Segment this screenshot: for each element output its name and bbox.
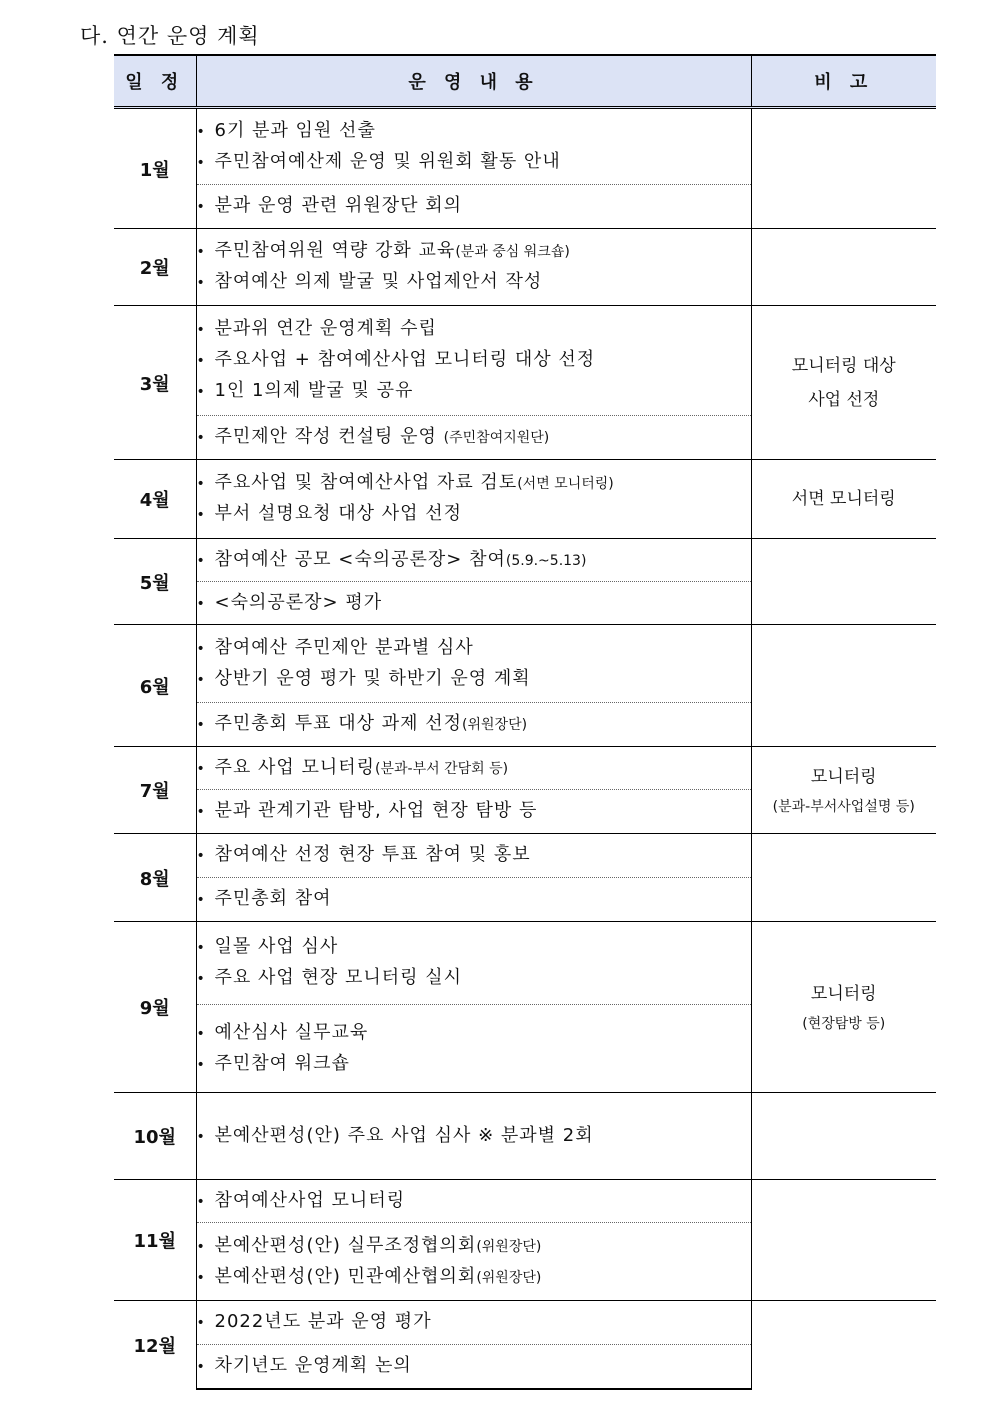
bullet-icon: • bbox=[196, 892, 206, 908]
remarks-line2: (현장탐방 등) bbox=[802, 1016, 886, 1032]
bullet-icon: • bbox=[196, 507, 206, 523]
item-text: 주민참여예산제 운영 및 위원회 활동 안내 bbox=[214, 150, 561, 172]
bullet-icon: • bbox=[196, 275, 206, 291]
list-item bbox=[197, 376, 751, 407]
bullet-icon: • bbox=[196, 322, 206, 338]
bullet-icon: • bbox=[196, 123, 206, 140]
remarks-cell bbox=[751, 1180, 936, 1301]
list-item bbox=[197, 884, 751, 915]
bullet-icon: • bbox=[196, 1193, 206, 1210]
list-item bbox=[197, 932, 751, 963]
list-item bbox=[197, 1307, 751, 1338]
bullet-icon: • bbox=[196, 244, 206, 260]
table-row bbox=[114, 834, 936, 878]
list-item bbox=[197, 1351, 751, 1382]
table-row bbox=[114, 1301, 936, 1345]
table-header-row bbox=[114, 55, 936, 108]
month-cell: 12월 bbox=[114, 1301, 196, 1389]
content-cell bbox=[196, 1180, 751, 1223]
item-text: 주민참여위원 역량 강화 교육 bbox=[214, 240, 456, 261]
item-note: (서면 모니터링) bbox=[517, 476, 614, 492]
item-text: <숙의공론장> 평가 bbox=[214, 591, 383, 613]
remarks-cell bbox=[751, 747, 936, 834]
content-cell bbox=[196, 703, 751, 747]
list-item bbox=[197, 1186, 751, 1217]
remarks-cell bbox=[751, 229, 936, 306]
item-text: 상반기 운영 평가 및 하반기 운영 계획 bbox=[214, 667, 531, 689]
content-cell bbox=[196, 1301, 751, 1345]
content-cell bbox=[196, 229, 751, 306]
bullet-icon: • bbox=[196, 1269, 206, 1286]
section-title: 다. 연간 운영 계획 bbox=[80, 24, 260, 48]
list-item bbox=[197, 963, 751, 994]
remarks-cell bbox=[751, 922, 936, 1093]
table-row bbox=[114, 1093, 936, 1180]
item-text: 주요사업 + 참여예산사업 모니터링 대상 선정 bbox=[214, 349, 596, 370]
remarks-cell bbox=[751, 306, 936, 460]
item-note: (위원장단) bbox=[476, 1269, 542, 1286]
item-text: 주요 사업 모니터링 bbox=[214, 756, 376, 778]
table-row bbox=[114, 922, 936, 1005]
bullet-icon: • bbox=[196, 1025, 206, 1042]
list-item bbox=[197, 468, 751, 499]
list-item bbox=[197, 1121, 751, 1152]
bullet-icon: • bbox=[196, 1238, 206, 1255]
remarks-cell bbox=[751, 834, 936, 922]
list-item bbox=[197, 1262, 751, 1293]
bullet-icon: • bbox=[196, 760, 206, 777]
content-cell bbox=[196, 460, 751, 539]
item-text: 2022년도 분과 운영 평가 bbox=[214, 1311, 432, 1332]
item-text: 분과위 연간 운영계획 수립 bbox=[214, 318, 437, 339]
item-text: 참여예산 공모 <숙의공론장> 참여 bbox=[214, 548, 506, 570]
item-text: 주민총회 참여 bbox=[214, 888, 332, 909]
list-item bbox=[197, 664, 751, 695]
item-note: (분과-부서 간담회 등) bbox=[375, 760, 509, 777]
item-text: 부서 설명요청 대상 사업 선정 bbox=[214, 503, 463, 524]
month-cell: 2월 bbox=[114, 229, 196, 306]
list-item bbox=[197, 1018, 751, 1049]
bullet-icon: • bbox=[196, 804, 206, 820]
table-row bbox=[114, 1180, 936, 1223]
item-text: 참여예산 선정 현장 투표 참여 및 홍보 bbox=[214, 844, 531, 865]
bullet-icon: • bbox=[196, 430, 206, 446]
bullet-icon: • bbox=[196, 940, 206, 956]
item-text: 주요 사업 현장 모니터링 실시 bbox=[214, 967, 463, 988]
bullet-icon: • bbox=[196, 717, 206, 733]
table-row bbox=[114, 625, 936, 703]
content-cell bbox=[196, 878, 751, 922]
list-item bbox=[197, 753, 751, 784]
list-item bbox=[197, 191, 751, 222]
month-cell: 5월 bbox=[114, 539, 196, 625]
month-cell: 11월 bbox=[114, 1180, 196, 1301]
item-text: 예산심사 실무교육 bbox=[214, 1021, 369, 1043]
list-item bbox=[197, 545, 751, 576]
remarks-line1: 모니터링 대상 bbox=[791, 355, 896, 376]
list-item bbox=[197, 116, 751, 147]
content-cell bbox=[196, 625, 751, 703]
item-text: 주민참여 워크숍 bbox=[214, 1052, 350, 1074]
list-item bbox=[197, 633, 751, 664]
content-cell bbox=[196, 790, 751, 834]
list-item bbox=[197, 840, 751, 871]
item-note: (주민참여지원단) bbox=[443, 430, 550, 446]
content-cell bbox=[196, 306, 751, 416]
item-text: 본예산편성(안) 실무조정협의회 bbox=[214, 1234, 477, 1256]
content-cell bbox=[196, 1223, 751, 1301]
remarks-cell bbox=[751, 539, 936, 625]
bullet-icon: • bbox=[196, 384, 206, 400]
month-cell: 8월 bbox=[114, 834, 196, 922]
content-cell bbox=[196, 1345, 751, 1389]
table-row bbox=[114, 747, 936, 790]
bullet-icon: • bbox=[196, 1315, 206, 1331]
item-text: 주민총회 투표 대상 과제 선정 bbox=[214, 713, 463, 734]
bullet-icon: • bbox=[196, 640, 206, 657]
table-row bbox=[114, 460, 936, 539]
remarks-cell bbox=[751, 1301, 936, 1389]
remarks-cell bbox=[751, 625, 936, 747]
remarks-cell bbox=[751, 1093, 936, 1180]
remarks-line2: (분과-부서사업설명 등) bbox=[772, 799, 915, 815]
content-cell bbox=[196, 539, 751, 582]
item-note: (위원장단) bbox=[462, 717, 528, 733]
content-cell bbox=[196, 185, 751, 229]
month-cell: 7월 bbox=[114, 747, 196, 834]
list-item bbox=[197, 709, 751, 740]
item-text: 참여예산 주민제안 분과별 심사 bbox=[214, 636, 474, 658]
month-cell: 1월 bbox=[114, 108, 196, 229]
list-item bbox=[197, 588, 751, 619]
list-item bbox=[197, 236, 751, 267]
list-item bbox=[197, 267, 751, 298]
month-cell: 9월 bbox=[114, 922, 196, 1093]
item-text: 차기년도 운영계획 논의 bbox=[214, 1354, 412, 1376]
list-item bbox=[197, 345, 751, 376]
item-text: 분과 운영 관련 위원장단 회의 bbox=[214, 195, 463, 216]
item-text: 주요사업 및 참여예산사업 자료 검토 bbox=[214, 472, 518, 493]
month-cell: 4월 bbox=[114, 460, 196, 539]
remarks-line1: 서면 모니터링 bbox=[791, 489, 896, 509]
month-cell: 3월 bbox=[114, 306, 196, 460]
content-cell bbox=[196, 922, 751, 1005]
bullet-icon: • bbox=[196, 1056, 206, 1073]
month-cell: 10월 bbox=[114, 1093, 196, 1180]
table-row bbox=[114, 539, 936, 582]
item-text: 본예산편성(안) 주요 사업 심사 ※ 분과별 2회 bbox=[214, 1124, 594, 1146]
item-note: (위원장단) bbox=[476, 1238, 542, 1255]
bullet-icon: • bbox=[196, 595, 206, 612]
list-item bbox=[197, 1231, 751, 1262]
table-row bbox=[114, 306, 936, 416]
content-cell bbox=[196, 834, 751, 878]
header-schedule: 일 정 bbox=[114, 55, 196, 108]
remarks-line1: 모니터링 bbox=[810, 767, 877, 787]
item-note: (5.9.~5.13) bbox=[505, 552, 587, 569]
bullet-icon: • bbox=[196, 971, 206, 987]
content-cell bbox=[196, 582, 751, 625]
item-text: 6기 분과 임원 선출 bbox=[214, 119, 376, 141]
item-text: 주민제안 작성 컨설팅 운영 bbox=[214, 426, 444, 447]
remarks-cell bbox=[751, 460, 936, 539]
month-cell: 6월 bbox=[114, 625, 196, 747]
item-text: 1인 1의제 발굴 및 공유 bbox=[214, 380, 414, 401]
content-cell bbox=[196, 1093, 751, 1180]
content-cell bbox=[196, 108, 751, 185]
bullet-icon: • bbox=[196, 353, 206, 369]
list-item bbox=[197, 314, 751, 345]
content-cell bbox=[196, 416, 751, 460]
item-text: 참여예산 의제 발굴 및 사업제안서 작성 bbox=[214, 271, 543, 292]
item-text: 참여예산사업 모니터링 bbox=[214, 1189, 406, 1211]
list-item bbox=[197, 1049, 751, 1080]
bullet-icon: • bbox=[196, 552, 206, 569]
annual-plan-table bbox=[114, 54, 936, 1390]
table-row bbox=[114, 229, 936, 306]
bullet-icon: • bbox=[196, 476, 206, 492]
bullet-icon: • bbox=[196, 1358, 206, 1375]
list-item bbox=[197, 796, 751, 827]
list-item bbox=[197, 422, 751, 453]
remarks-line1: 모니터링 bbox=[810, 984, 877, 1004]
item-text: 분과 관계기관 탐방, 사업 현장 탐방 등 bbox=[214, 800, 538, 821]
content-cell bbox=[196, 1005, 751, 1093]
header-remarks: 비 고 bbox=[751, 55, 936, 108]
bullet-icon: • bbox=[196, 199, 206, 215]
content-cell bbox=[196, 747, 751, 790]
bullet-icon: • bbox=[196, 1128, 206, 1145]
remarks-cell bbox=[751, 108, 936, 229]
item-note: (분과 중심 워크숍) bbox=[455, 244, 570, 260]
remarks-line2: 사업 선정 bbox=[808, 389, 880, 410]
list-item bbox=[197, 499, 751, 530]
bullet-icon: • bbox=[196, 154, 206, 171]
bullet-icon: • bbox=[196, 671, 206, 688]
header-content: 운 영 내 용 bbox=[196, 55, 751, 108]
list-item bbox=[197, 147, 751, 178]
item-text: 본예산편성(안) 민관예산협의회 bbox=[214, 1265, 477, 1287]
table-row bbox=[114, 108, 936, 185]
item-text: 일몰 사업 심사 bbox=[214, 936, 339, 957]
bullet-icon: • bbox=[196, 848, 206, 864]
